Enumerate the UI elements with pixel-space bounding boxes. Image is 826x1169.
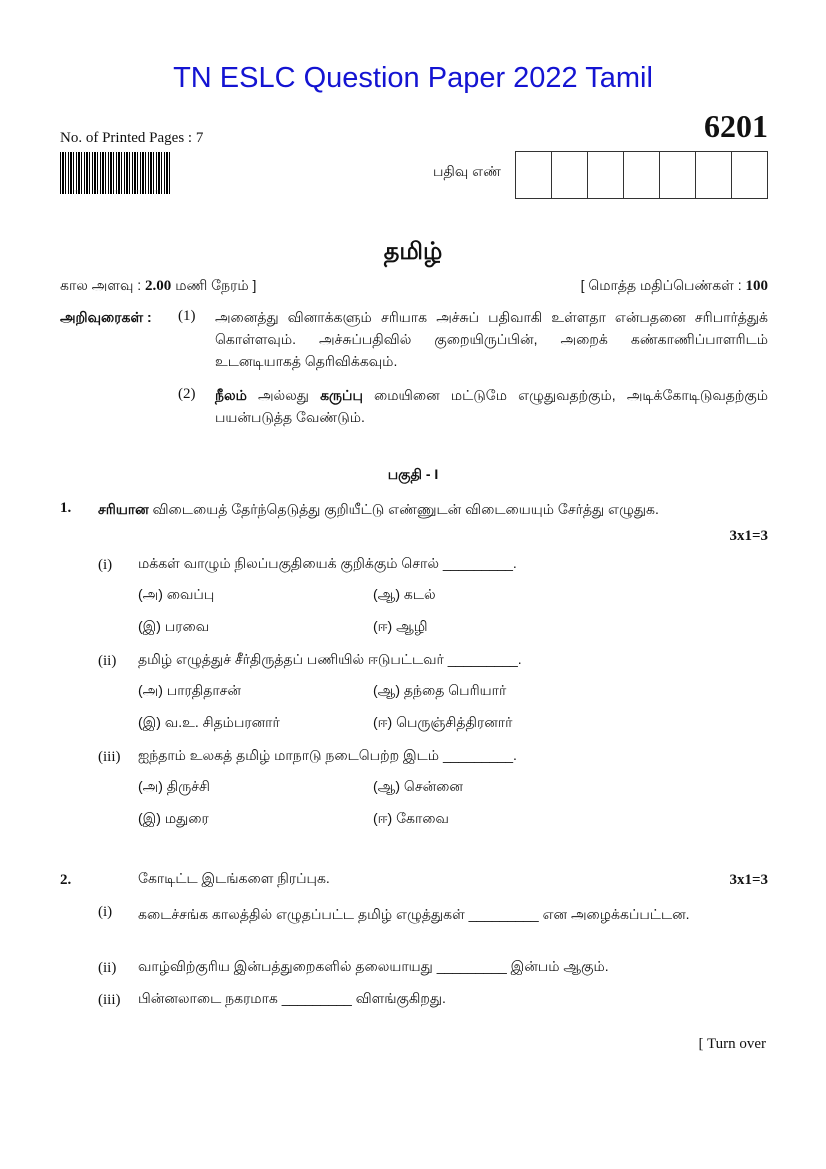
instruction-number: (1) (178, 308, 196, 324)
sub-question-number: (ii) (98, 960, 117, 976)
answer-option: (இ) வ.உ. சிதம்பரனார் (138, 714, 280, 730)
barcode-image (60, 152, 172, 194)
question-marks: 3x1=3 (729, 528, 768, 544)
question-marks: 3x1=3 (729, 872, 768, 888)
printed-pages: No. of Printed Pages : 7 (60, 130, 204, 146)
exam-meta (60, 277, 768, 296)
fill-blank-question: பின்னலாடை நகரமாக _________ விளங்குகிறது. (138, 990, 446, 1006)
answer-option: (ஆ) தந்தை பெரியார் (373, 682, 507, 698)
duration (60, 277, 256, 296)
register-box[interactable] (696, 152, 732, 198)
sub-question-number: (i) (98, 904, 113, 920)
instruction-number: (2) (178, 386, 196, 402)
sub-question-number: (ii) (98, 653, 117, 669)
question-number: 2. (60, 872, 72, 888)
answer-option: (அ) திருச்சி (138, 778, 210, 794)
sub-question-text: ஐந்தாம் உலகத் தமிழ் மாநாடு நடைபெற்ற இடம் _________. (138, 747, 517, 763)
subject-heading: தமிழ் (383, 238, 443, 265)
instruction-2-text: மையினை மட்டுமே எழுதுவதற்கும், அடிக்கோடிடுவதற்கும் பயன்படுத்த வேண்டும். (215, 387, 768, 425)
answer-option: (ஆ) சென்னை (373, 778, 463, 794)
sub-question-text: மக்கள் வாழும் நிலப்பகுதியைக் குறிக்கும் சொல் _________. (138, 555, 517, 571)
sub-question-text: தமிழ் எழுத்துச் சீர்திருத்தப் பணியில் ஈடுபட்டவர் _________. (138, 651, 522, 667)
document-title: TN ESLC Question Paper 2022 Tamil (173, 62, 653, 94)
question-1-bold: சரியான (98, 501, 149, 517)
answer-option: (இ) மதுரை (138, 810, 209, 826)
instructions-label: அறிவுரைகள் : (60, 309, 152, 325)
fill-blank-question: வாழ்விற்குரிய இன்பத்துறைகளில் தலையாயது _________ இன்பம் ஆகும். (138, 958, 609, 974)
answer-option: (இ) பரவை (138, 618, 210, 634)
register-box[interactable] (660, 152, 696, 198)
register-box[interactable] (516, 152, 552, 198)
fill-blank-question: கடைச்சங்க காலத்தில் எழுதப்பட்ட தமிழ் எழுத்துகள் _________ என அழைக்கப்பட்டன. (138, 906, 690, 922)
answer-option: (அ) பாரதிதாசன் (138, 682, 241, 698)
paper-code: 6201 (704, 108, 768, 144)
sub-question-number: (iii) (98, 749, 121, 765)
answer-option: (ஈ) ஆழி (373, 618, 428, 634)
answer-option: (ஈ) கோவை (373, 810, 449, 826)
question-1-text (98, 498, 758, 520)
duration-unit: மணி நேரம் ] (175, 277, 257, 293)
instruction-1: அனைத்து வினாக்களும் சரியாக அச்சுப் பதிவாகி உள்ளதா என்பதனை சரிபார்த்துக் கொள்ளவும். அச்சுப்பதிவில் குறையிருப்பின், அறைக் கண்காணிப்பாளரிடம் உடனடியாகத் தெரிவிக்கவும். (215, 309, 768, 369)
sub-question-number: (iii) (98, 992, 121, 1008)
question-2-text: கோடிட்ட இடங்களை நிரப்புக. (138, 870, 330, 886)
black-ink: கருப்பு (320, 387, 363, 403)
answer-option: (ஆ) கடல் (373, 586, 436, 602)
register-box[interactable] (552, 152, 588, 198)
duration-value: 2.00 (145, 278, 172, 294)
register-box[interactable] (624, 152, 660, 198)
register-box[interactable] (588, 152, 624, 198)
marks-label: [ மொத்த மதிப்பெண்கள் : (580, 277, 742, 293)
register-number-boxes[interactable] (515, 151, 768, 199)
question-1-body: விடையைத் தேர்ந்தெடுத்து குறியீட்டு எண்ணுடன் விடையையும் சேர்த்து எழுதுக. (148, 501, 659, 517)
duration-label: கால அளவு : (60, 277, 142, 293)
total-marks (581, 277, 768, 296)
turn-over-note: [ Turn over (698, 1036, 766, 1052)
question-number: 1. (60, 500, 72, 516)
answer-option: (ஈ) பெருஞ்சித்திரனார் (373, 714, 513, 730)
instruction-2 (215, 384, 768, 428)
sub-question-number: (i) (98, 557, 113, 573)
blue-ink: நீலம் (215, 387, 247, 403)
answer-option: (அ) வைப்பு (138, 586, 215, 602)
register-number-label: பதிவு எண் (433, 163, 501, 179)
register-box[interactable] (732, 152, 767, 198)
section-heading: பகுதி - I (387, 466, 439, 482)
or-text: அல்லது (246, 387, 321, 403)
marks-value: 100 (745, 278, 768, 294)
